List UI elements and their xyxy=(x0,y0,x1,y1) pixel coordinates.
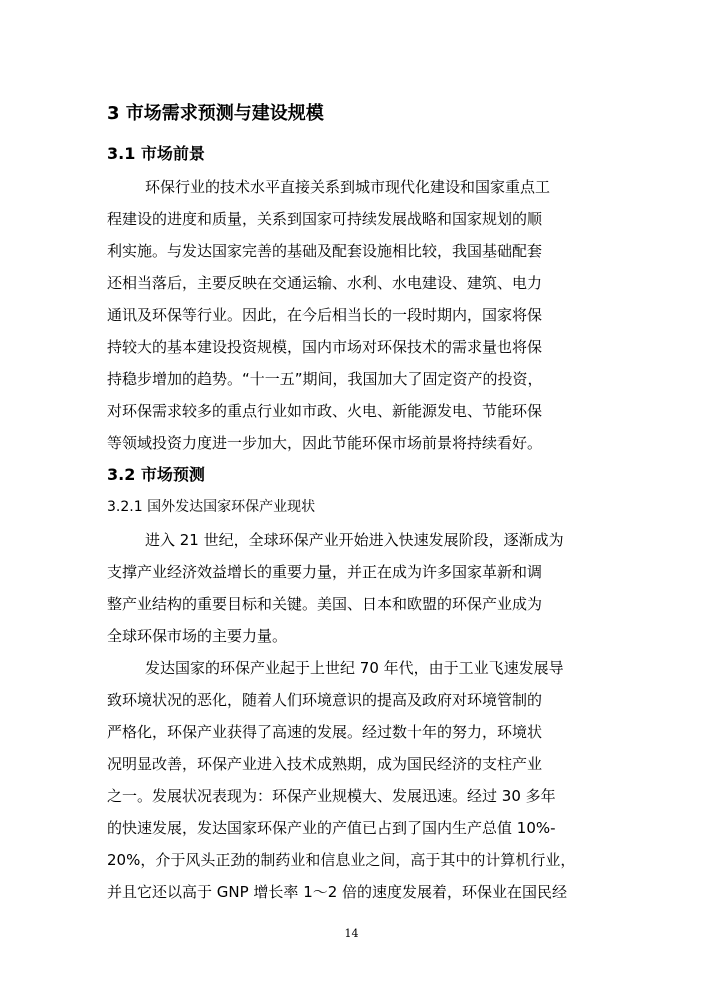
paragraph-line: 支撑产业经济效益增长的重要力量，并正在成为许多国家革新和调 xyxy=(107,563,543,581)
paragraph-line: 还相当落后，主要反映在交通运输、水利、水电建设、建筑、电力 xyxy=(107,274,543,292)
paragraph-line: 发达国家的环保产业起于上世纪 70 年代，由于工业飞速发展导 xyxy=(145,659,564,677)
section-heading-3-2: 3.2 市场预测 xyxy=(107,465,205,484)
paragraph-line: 通讯及环保等行业。因此，在今后相当长的一段时期内，国家将保 xyxy=(107,306,543,324)
paragraph-line: 对环保需求较多的重点行业如市政、火电、新能源发电、节能环保 xyxy=(107,402,543,420)
paragraph-line: 持较大的基本建设投资规模，国内市场对环保技术的需求量也将保 xyxy=(107,338,543,356)
paragraph-line: 持稳步增加的趋势。“十一五”期间，我国加大了固定资产的投资， xyxy=(107,370,543,388)
section-heading-3-2-1: 3.2.1 国外发达国家环保产业现状 xyxy=(107,499,316,515)
paragraph-line: 进入 21 世纪，全球环保产业开始进入快速发展阶段，逐渐成为 xyxy=(145,531,564,549)
paragraph-line: 环保行业的技术水平直接关系到城市现代化建设和国家重点工 xyxy=(145,178,551,196)
paragraph-market-outlook xyxy=(107,171,597,459)
paragraph-line: 利实施。与发达国家完善的基础及配套设施相比较，我国基础配套 xyxy=(107,242,543,260)
page-number: 14 xyxy=(344,927,359,940)
paragraph-line: 况明显改善，环保产业进入技术成熟期，成为国民经济的支柱产业 xyxy=(107,755,543,773)
section-heading-3-1: 3.1 市场前景 xyxy=(107,144,205,163)
paragraph-line: 之一。发展状况表现为：环保产业规模大、发展迅速。经过 30 多年 xyxy=(107,787,556,805)
paragraph-line: 20%，介于风头正劲的制药业和信息业之间，高于其中的计算机行业， xyxy=(107,851,576,869)
paragraph-line: 全球环保市场的主要力量。 xyxy=(107,627,288,645)
paragraph-line: 程建设的进度和质量，关系到国家可持续发展战略和国家规划的顺 xyxy=(107,210,543,228)
paragraph-line: 致环境状况的恶化，随着人们环境意识的提高及政府对环境管制的 xyxy=(107,691,543,709)
paragraph-developed-countries xyxy=(107,652,597,908)
paragraph-line: 严格化，环保产业获得了高速的发展。经过数十年的努力，环境状 xyxy=(107,723,543,741)
paragraph-21st-century xyxy=(107,524,597,652)
section-heading-3: 3 市场需求预测与建设规模 xyxy=(107,103,324,124)
paragraph-line: 整产业结构的重要目标和关键。美国、日本和欧盟的环保产业成为 xyxy=(107,595,543,613)
paragraph-line: 的快速发展，发达国家环保产业的产值已占到了国内生产总值 10%- xyxy=(107,819,556,837)
paragraph-line: 等领域投资力度进一步加大，因此节能环保市场前景将持续看好。 xyxy=(107,434,543,452)
paragraph-line: 并且它还以高于 GNP 增长率 1～2 倍的速度发展着，环保业在国民经 xyxy=(107,883,568,901)
